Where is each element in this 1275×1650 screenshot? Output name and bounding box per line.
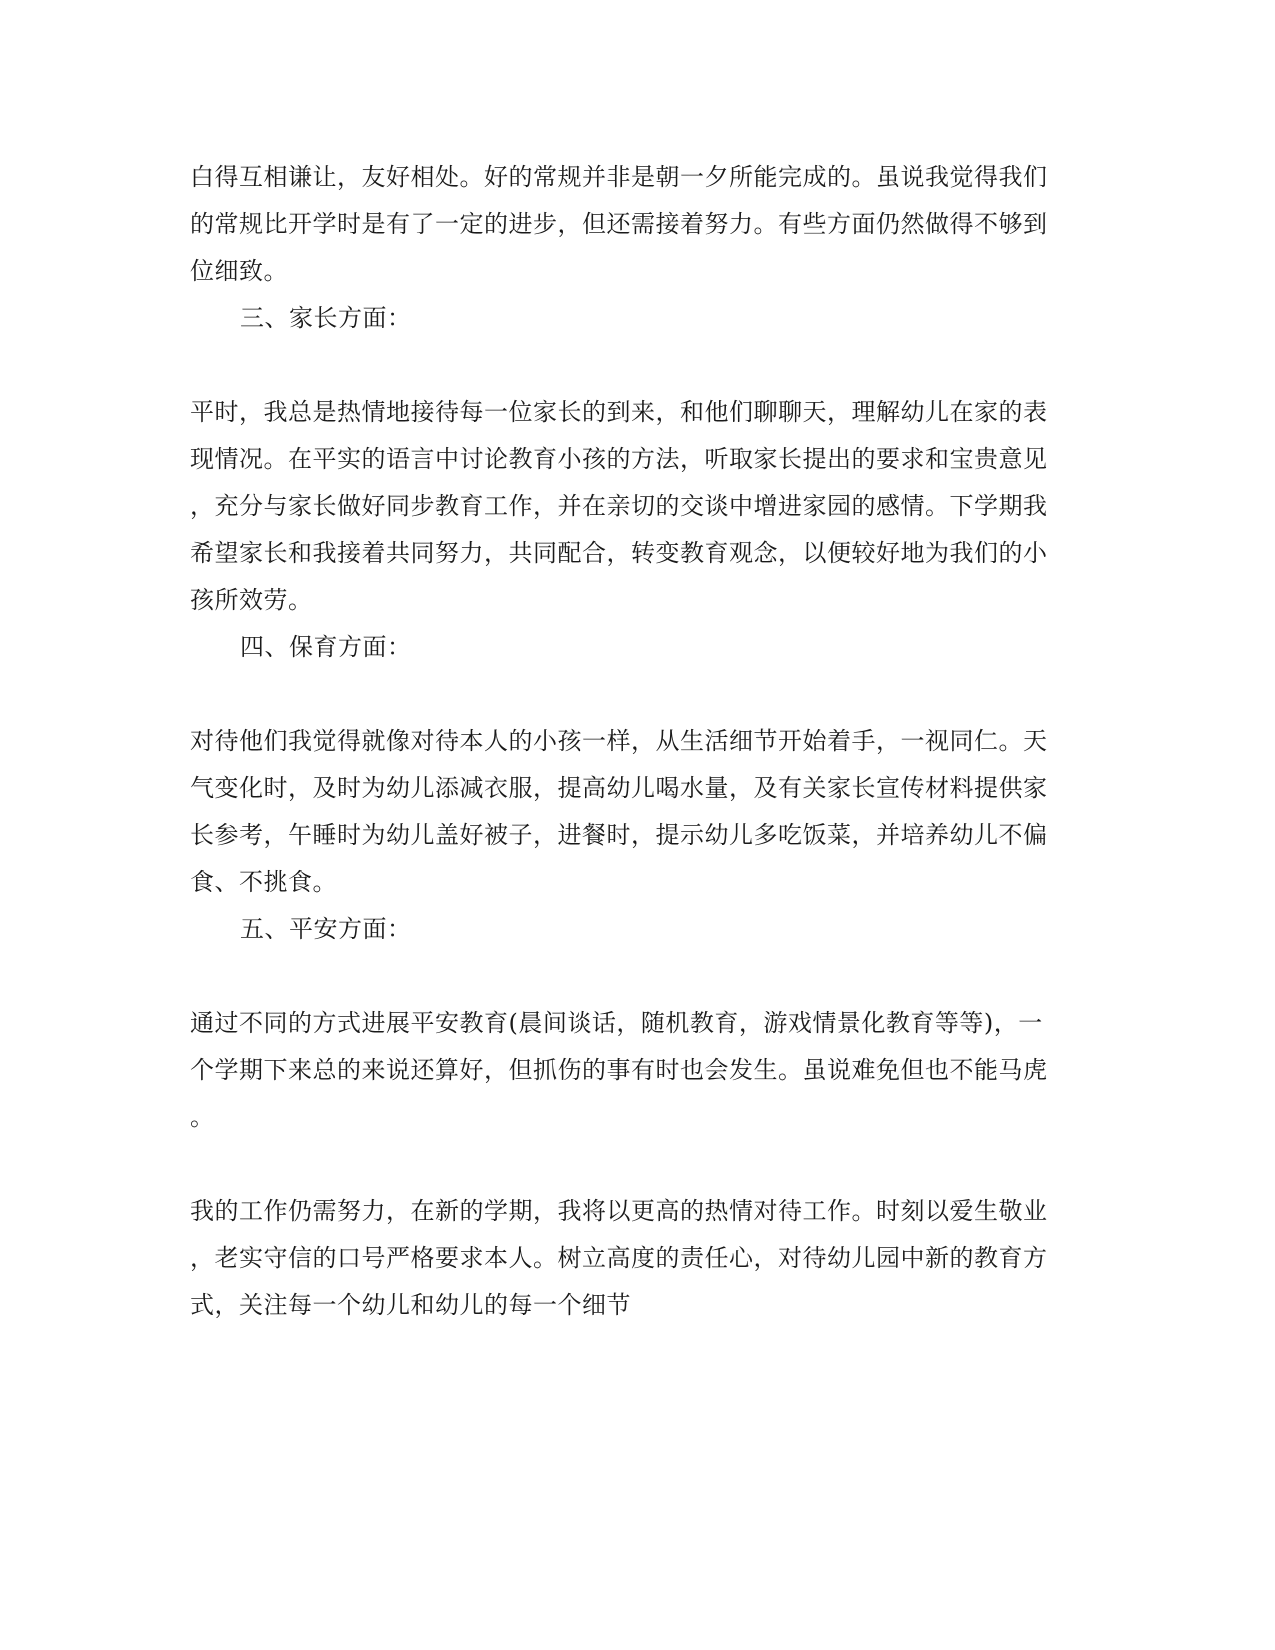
paragraph-line: 我的工作仍需努力，在新的学期，我将以更高的热情对待工作。时刻以爱生敬业	[190, 1197, 1048, 1225]
paragraph-line: 孩所效劳。	[190, 586, 313, 614]
paragraph-line: 的常规比开学时是有了一定的进步，但还需接着努力。有些方面仍然做得不够到	[190, 210, 1048, 238]
paragraph-line: 气变化时，及时为幼儿添减衣服，提高幼儿喝水量，及有关家长宣传材料提供家	[190, 774, 1048, 802]
paragraph-line: ，老实守信的口号严格要求本人。树立高度的责任心，对待幼儿园中新的教育方	[190, 1244, 1048, 1272]
section-heading-safety: 五、平安方面：	[240, 915, 412, 943]
paragraph-line: 平时，我总是热情地接待每一位家长的到来，和他们聊聊天，理解幼儿在家的表	[190, 398, 1048, 426]
paragraph-line: 希望家长和我接着共同努力，共同配合，转变教育观念，以便较好地为我们的小	[190, 539, 1048, 567]
section-heading-parents: 三、家长方面：	[240, 304, 412, 332]
paragraph-line: 个学期下来总的来说还算好，但抓伤的事有时也会发生。虽说难免但也不能马虎	[190, 1056, 1048, 1084]
paragraph-line: 通过不同的方式进展平安教育(晨间谈话，随机教育，游戏情景化教育等等)，一	[190, 1009, 1043, 1037]
paragraph-line: 位细致。	[190, 257, 288, 285]
paragraph-line: 。	[190, 1103, 215, 1131]
section-heading-care: 四、保育方面：	[240, 633, 412, 661]
paragraph-line: ，充分与家长做好同步教育工作，并在亲切的交谈中增进家园的感情。下学期我	[190, 492, 1048, 520]
paragraph-line: 白得互相谦让，友好相处。好的常规并非是朝一夕所能完成的。虽说我觉得我们	[190, 163, 1048, 191]
paragraph-line: 式，关注每一个幼儿和幼儿的每一个细节	[190, 1291, 631, 1319]
paragraph-line: 现情况。在平实的语言中讨论教育小孩的方法，听取家长提出的要求和宝贵意见	[190, 445, 1048, 473]
paragraph-line: 食、不挑食。	[190, 868, 337, 896]
paragraph-line: 对待他们我觉得就像对待本人的小孩一样，从生活细节开始着手，一视同仁。天	[190, 727, 1048, 755]
paragraph-line: 长参考，午睡时为幼儿盖好被子，进餐时，提示幼儿多吃饭菜，并培养幼儿不偏	[190, 821, 1048, 849]
